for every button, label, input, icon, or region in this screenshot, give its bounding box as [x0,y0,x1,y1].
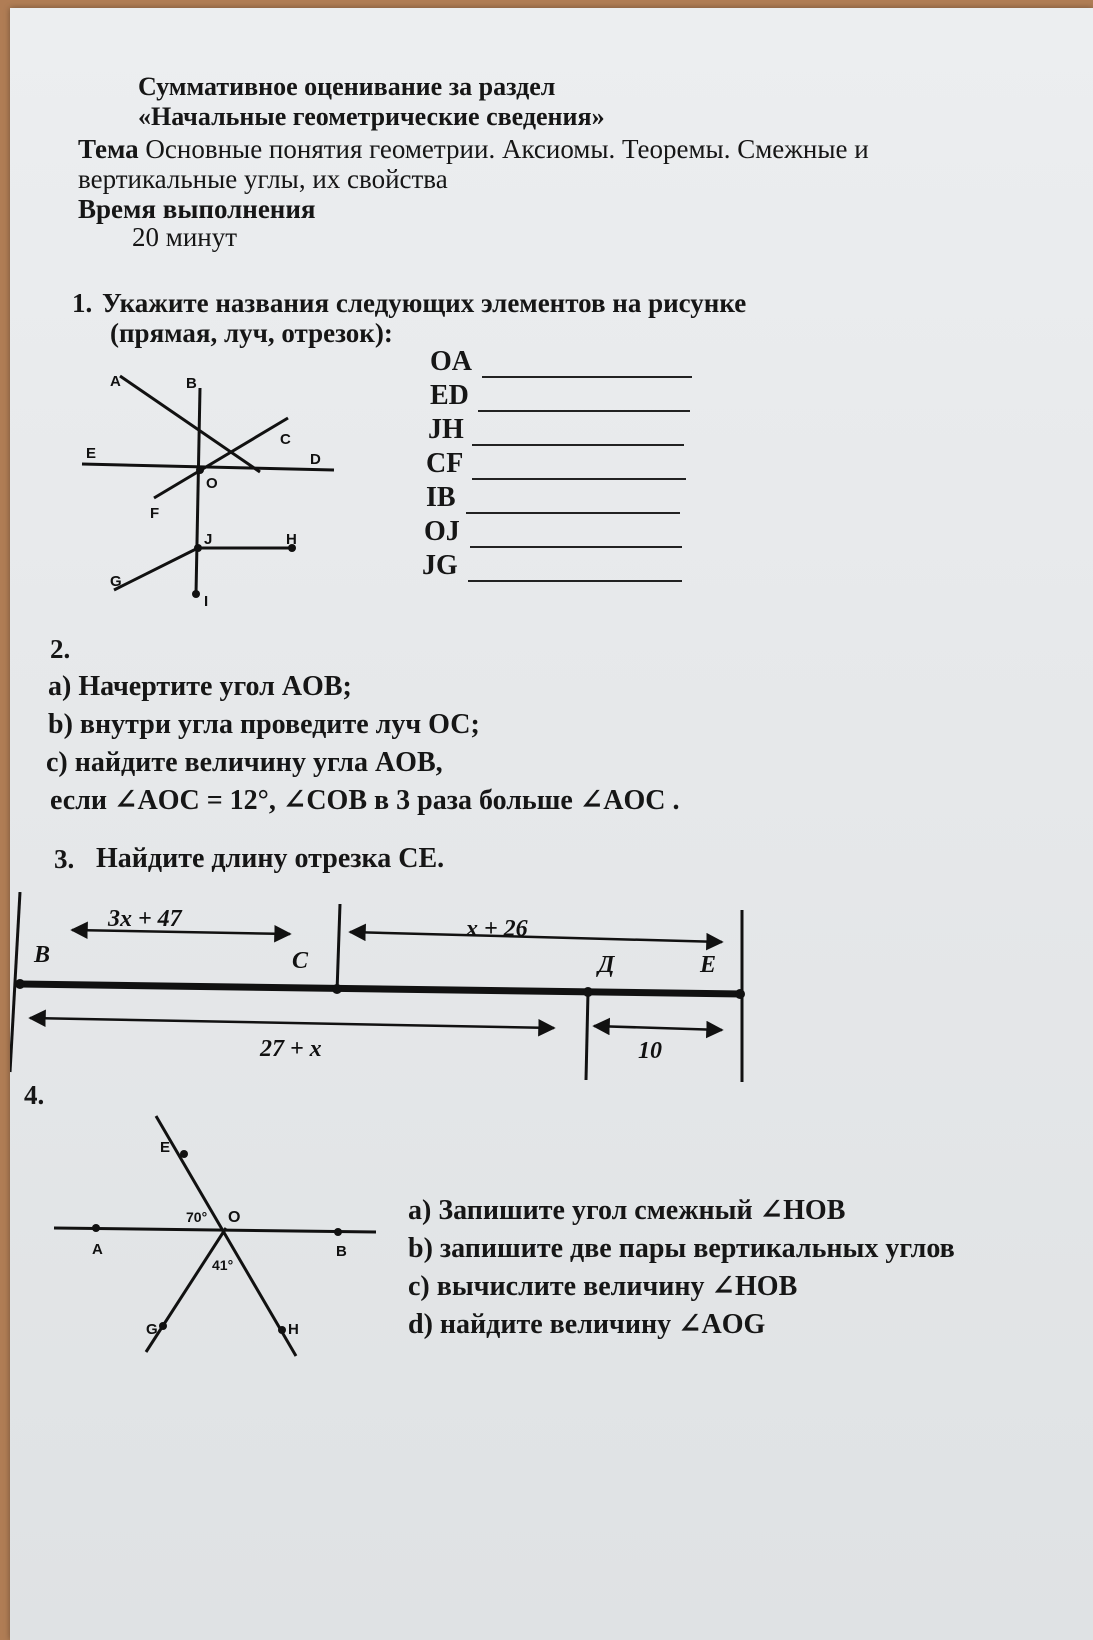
dim-label-bd: 27 + x [260,1036,322,1062]
topic-row [78,134,869,164]
task4-item-b: b) запишите две пары вертикальных углов [408,1233,955,1264]
answer-line-cf[interactable] [472,478,686,480]
answer-line-ib[interactable] [466,512,680,514]
task4-figure [50,1108,390,1368]
task4-item-c: c) вычислите величину ∠HOB [408,1271,798,1302]
point-b [15,979,25,989]
label-i: I [204,593,209,610]
line-eh [156,1116,296,1356]
answer-line-oj[interactable] [470,546,682,548]
line-ab [54,1228,376,1232]
point-o [196,466,204,474]
point-g [159,1322,167,1330]
ray-og [146,1228,226,1352]
line-jg [114,548,198,590]
answer-label-cf: CF [426,448,464,479]
time-label: Время выполнения [78,194,316,224]
angle-label-41: 41° [212,1257,234,1273]
line-cf [154,418,288,498]
answer-label-jg: JG [422,550,458,581]
label-e: E [86,445,97,462]
ext-line-d [586,992,588,1080]
answer-line-jg[interactable] [468,580,682,582]
answer-line-ed[interactable] [478,410,690,412]
point-h [278,1326,286,1334]
label-point-e: E [700,952,717,978]
task4-number: 4. [24,1080,45,1110]
answer-label-oa: OA [430,346,472,377]
label-o: O [228,1209,241,1226]
task4-item-a: a) Запишите угол смежный ∠HOB [408,1195,846,1226]
topic-text-line2: вертикальные углы, их свойства [78,164,448,194]
task2-item-a: a) Начертите угол AOB; [48,671,352,702]
point-j [194,544,202,552]
label-d: D [310,451,321,468]
dim-arrow-bd [30,1018,554,1028]
task1-text-line2: (прямая, луч, отрезок): [110,318,393,348]
title-line2: «Начальные геометрические сведения» [138,102,605,131]
label-g: G [146,1321,158,1338]
point-i [192,590,200,598]
label-a: A [110,373,121,390]
label-point-b: B [34,942,51,968]
point-d [583,987,593,997]
angle-label-70: 70° [186,1209,208,1225]
label-h: H [288,1321,299,1338]
dim-label-ce: x + 26 [466,916,528,942]
segment-be [20,984,742,994]
label-b: B [336,1243,347,1260]
dim-arrow-de [594,1026,722,1030]
label-point-d: Д [598,952,615,978]
worksheet-page [10,8,1093,1640]
task3-text: Найдите длину отрезка СЕ. [96,843,445,874]
answer-label-ed: ED [430,380,469,411]
label-a: A [92,1241,103,1258]
task2-number: 2. [50,634,71,664]
point-b [334,1228,342,1236]
line-ib [196,388,200,594]
dim-label-de: 10 [638,1038,662,1064]
answer-line-oa[interactable] [482,376,692,378]
task1-text-line1: Укажите названия следующих элементов на рисунке [102,288,747,318]
label-o: O [206,475,218,492]
label-f: F [150,505,160,522]
answer-line-jh[interactable] [472,444,684,446]
label-g: G [110,573,122,590]
point-e [180,1150,188,1158]
task1-figure [70,358,370,618]
ext-line-c [337,904,340,992]
answer-label-ib: IB [426,482,456,513]
label-e: E [160,1139,171,1156]
dim-arrow-ce [350,932,722,942]
label-h: H [286,531,297,548]
task2-item-b: b) внутри угла проведите луч ОС; [48,709,480,740]
topic-label: Тема [78,134,139,164]
task3-number: 3. [54,844,75,874]
label-j: J [204,531,213,548]
label-c: C [280,431,291,448]
point-e [735,989,745,999]
time-value: 20 минут [132,222,238,252]
point-c [332,984,342,994]
task2-item-c: c) найдите величину угла AOB, [46,747,443,778]
task2-item-d: если ∠AOC = 12°, ∠COB в 3 раза больше ∠AOC . [50,785,680,816]
label-point-c: C [292,948,309,974]
dim-label-bc: 3x + 47 [108,906,182,932]
title-line1: Суммативное оценивание за раздел [138,72,556,101]
label-b: B [186,375,197,392]
answer-label-jh: JH [428,414,464,445]
task3-figure [10,892,770,1092]
task4-item-d: d) найдите величину ∠AOG [408,1309,766,1340]
point-a [92,1224,100,1232]
answer-label-oj: OJ [424,516,460,547]
task1-number: 1. [72,288,93,318]
topic-text: Основные понятия геометрии. Аксиомы. Теоремы. Смежные и [145,134,869,164]
